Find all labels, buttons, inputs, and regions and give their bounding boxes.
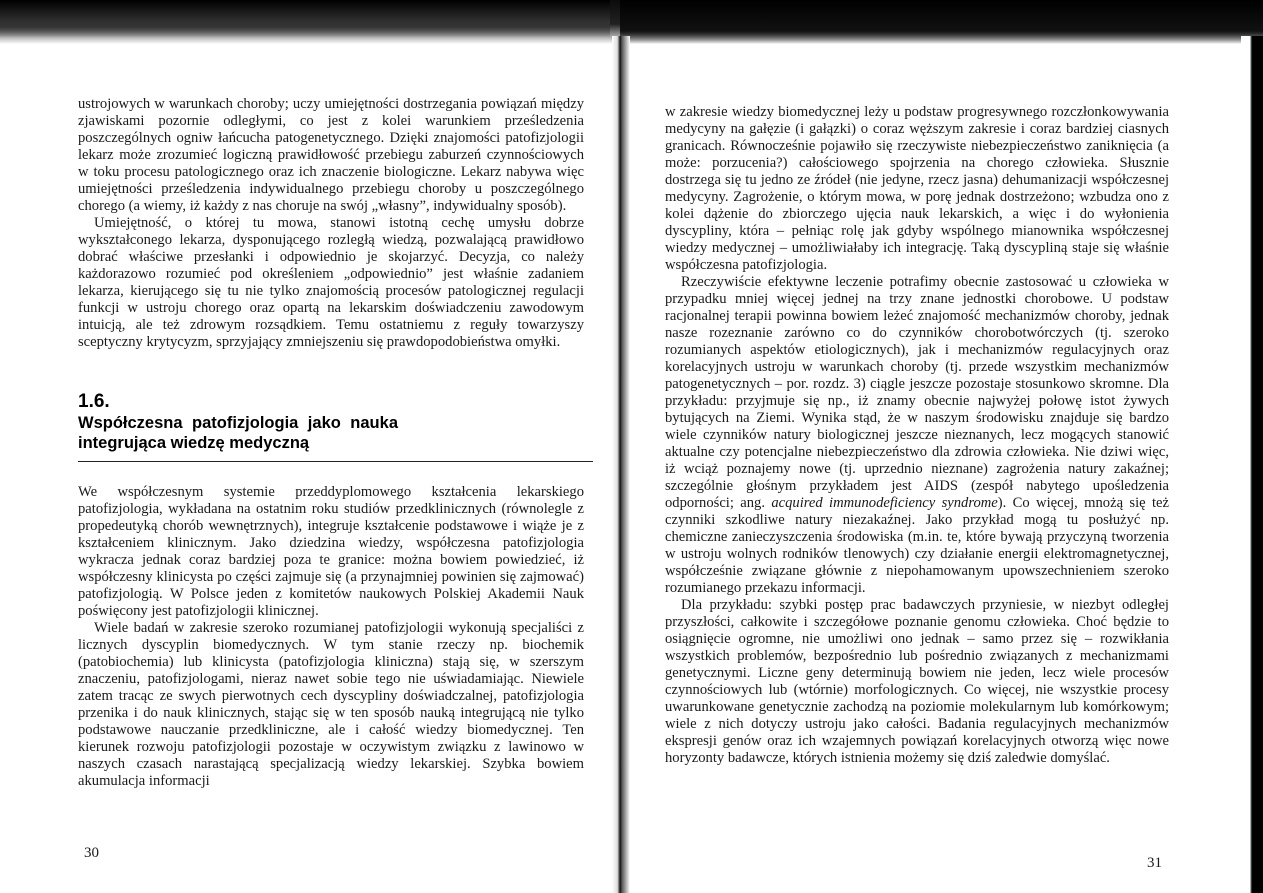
left-paragraph-1: ustrojowych w warunkach choroby; uczy umiejętności dostrzegania powiązań między zjawiskami pozornie odległymi, co jest z kolei warunkiem prześledzenia poszczególnych ogniw łańcucha patogenetycznego. Dzięki znajomości patofizjologii lekarz może zrozumieć logiczną prawidłowość przebiegu zaburzeń czynnościowych w toku procesu patologicznego oraz ich znaczenie biologiczne. Lekarz nabywa więc umiejętności prześledzenia indywidualnego przebiegu choroby u poszczególnego chorego (a wiemy, iż każdy z nas choruje na swój „własny”, indywidualny sposób). xyxy=(78,96,584,214)
right-paragraph-2-italic: acquired immunodeficiency syndrome xyxy=(771,495,998,511)
section-heading xyxy=(78,391,584,462)
section-title: Współczesna patofizjologia jako nauka integrująca wiedzę medyczną xyxy=(78,414,398,452)
page-number-left: 30 xyxy=(84,845,99,861)
left-paragraph-3: We współczesnym systemie przeddyplomowego kształcenia lekarskiego patofizjologia, wykładana na ostatnim roku studiów przedklinicznych (równolegle z propedeutyką chorób wewnętrznych), integruje kształcenie podstawowe i wiąże je z kształceniem klinicznym. Jako dziedzina wiedzy, współczesna patofizjologia wykracza jednak coraz bardziej poza te granice: można bowiem powiedzieć, iż współczesny klinicysta po części zajmuje się (a przynajmniej powinien się zajmować) patofizjologią. W Polsce jeden z komitetów naukowych Polskiej Akademii Nauk poświęcony jest patofizjologii klinicznej. xyxy=(78,484,584,619)
scan-top-right-shadow xyxy=(620,0,1263,44)
scan-right-edge xyxy=(1241,36,1263,893)
left-paragraph-2: Umiejętność, o której tu mowa, stanowi istotną cechę umysłu dobrze wykształconego lekarza, dysponującego rozległą wiedzą, pozwalającą prawidłowo dobrać właściwe przesłanki i odpowiednio je skojarzyć. Decyzja, co należy każdorazowo rozumieć pod określeniem „odpowiednio” jest właśnie zadaniem lekarza, kierującego się tu nie tylko znajomością procesów patologicznej regulacji funkcji w ustroju chorego oraz opartą na lekarskim doświadczeniu zawodowym intuicją, ale też zdrowym rozsądkiem. Temu ostatniemu z reguły towarzyszy sceptyczny krytycyzm, sprzyjający zmniejszeniu się prawdopodobieństwa omyłki. xyxy=(78,215,584,350)
right-paragraph-2-text-b: ). Co więcej, mnożą się też czynniki szkodliwe natury niezakaźnej. Jako przykład mogą tu posłużyć np. chemiczne zanieczyszczenia środowiska (m.in. te, które bywają przyczyną tworzenia w ustroju wolnych rodników tlenowych) czy działanie energii elektromagnetycznej, współcześnie związane głównie z niepohamowanym upowszechnieniem szeroko rozumianego przekazu informacji. xyxy=(665,495,1169,596)
right-paragraph-2-text-a: Rzeczywiście efektywne leczenie potrafimy obecnie zastosować u człowieka w przypadku mniej więcej jednej na trzy znane jednostki chorobowe. U podstaw racjonalnej terapii powinna bowiem leżeć znajomość mechanizmów choroby, jednak nasze rozeznanie zarówno co do czynników chorobotwórczych (tj. szeroko rozumianych aspektów etiologicznych), jak i mechanizmów regulacyjnych oraz korelacyjnych ustroju w warunkach choroby (tj. przede wszystkim mechanizmów patogenetycznych – por. rozdz. 3) ciągle jeszcze pozostaje stosunkowo skromne. Dla przykładu: przyjmuje się np., iż znamy obecnie najwyżej połowę istot żywych bytujących na Ziemi. Wynika stąd, że w naszym środowisku znajduje się bardzo wiele czynników natury biologicznej jeszcze nieznanych, lecz mogących stanowić aktualne czy potencjalne niebezpieczeństwo dla zdrowia człowieka. Nie dziwi więc, iż wciąż poznajemy nowe (tj. uprzednio nieznane) zagrożenia natury zakaźnej; szczególnie głośnym przykładem jest AIDS (zespół nabytego upośledzenia odporności; ang. xyxy=(665,274,1169,511)
right-paragraph-1: w zakresie wiedzy biomedycznej leży u podstaw progresywnego rozczłonkowywania medycyny na gałęzie (i gałązki) o coraz węższym zakresie i coraz bardziej ciasnych granicach. Równocześnie pojawiło się rzeczywiste niebezpieczeństwo zaniknięcia (a może: porzucenia?) całościowego spojrzenia na chorego człowieka. Słusznie dostrzega się tu jedno ze źródeł (nie jedyne, rzecz jasna) dehumanizacji współczesnej medycyny. Zagrożenie, o którym mowa, w porę jednak dostrzeżono; wzbudza ono z kolei dążenie do zbiorczego ujęcia nauk lekarskich, a więc i do wyłonienia dyscypliny, która – pełniąc rolę jak gdyby wspólnego mianownika współczesnej wiedzy medycznej – umożliwiałaby ich integrację. Taką dyscypliną staje się właśnie współczesna patofizjologia. xyxy=(665,104,1169,273)
left-page xyxy=(78,96,584,790)
left-paragraph-4: Wiele badań w zakresie szeroko rozumianej patofizjologii wykonują specjaliści z licznych dyscyplin biomedycznych. W tym stanie rzeczy np. biochemik (patobiochemia) lub klinicysta (patofizjologia kliniczna) stają się, w szerszym znaczeniu, patofizjologami, nieraz nawet sobie tego nie uświadamiając. Niewiele zatem tracąc ze swych pierwotnych cech dyscypliny doświadczalnej, patofizjologia przenika i do nauk klinicznych, stając się w ten sposób nauką integrującą nie tylko podstawowe nauczanie przedkliniczne, ale i całość wiedzy biomedycznej. Ten kierunek rozwoju patofizjologii pozostaje w oczywistym związku z lawinowo w naszych czasach narastającą specjalizacją wiedzy lekarskiej. Szybka bowiem akumulacja informacji xyxy=(78,620,584,789)
section-rule xyxy=(78,461,593,462)
page-number-right: 31 xyxy=(1147,855,1162,871)
right-page xyxy=(665,104,1169,767)
right-paragraph-2 xyxy=(665,274,1169,597)
section-number: 1.6. xyxy=(78,391,110,412)
right-paragraph-3: Dla przykładu: szybki postęp prac badawczych przyniesie, w niezbyt odległej przyszłości, całkowite i szczegółowe poznanie genomu człowieka. Choć będzie to osiągnięcie ogromne, nie umożliwi ono jednak – samo przez się – rozwikłania wszystkich problemów, bezpośrednio lub pośrednio związanych z mechanizmami genetycznymi. Liczne geny determinują bowiem nie jeden, lecz wiele procesów czynnościowych lub (wtórnie) morfologicznych. Co więcej, nie wszystkie procesy uwarunkowane genetycznie zachodzą na poziomie molekularnym lub komórkowym; wiele z nich dotyczy ustroju jako całości. Badania regulacyjnych mechanizmów ekspresji genów oraz ich wzajemnych powiązań korelacyjnych otworzą więc nowe horyzonty badawcze, których istnienia możemy się dziś zaledwie domyślać. xyxy=(665,597,1169,766)
scan-top-left-shadow xyxy=(0,0,610,38)
book-gutter xyxy=(612,36,630,893)
